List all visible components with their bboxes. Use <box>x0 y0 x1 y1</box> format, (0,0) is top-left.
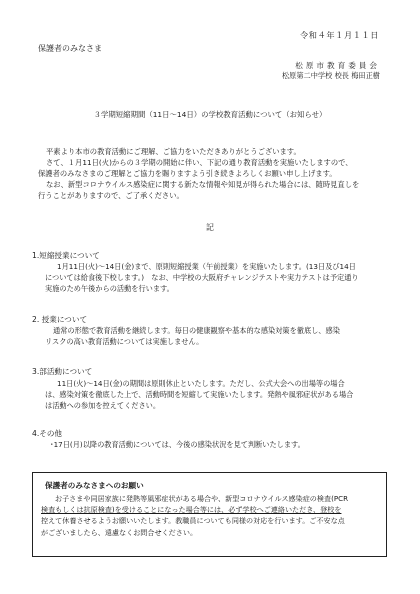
ki-marker: 記 <box>206 223 214 232</box>
section-line: については給食後下校します。) なお、中学校の大阪府チャレンジテストや実力テストは予定通り <box>45 273 359 282</box>
issue-date: 令和４年１月１１日 <box>300 30 380 40</box>
section-heading-other: 4.その他 <box>32 429 63 438</box>
section-line: 11日(火)～14日(金)の期間は原則休止といたします。ただし、公式大会への出場等の場合 <box>57 379 345 388</box>
parent-request-line: 控えて休養させるようお願いいたします。教職員についても同様の対応を行います。ご不安な点 <box>41 516 345 526</box>
intro-line: 平素より本市の教育活動にご理解、ご協力をいただきありがとうございます。 <box>46 147 301 156</box>
parent-request-body <box>41 493 348 538</box>
issuer-principal: 松原第二中学校 校長 梅田正樹 <box>281 71 380 80</box>
issuer-organization: 松原市教育委員会 <box>295 61 380 70</box>
intro-line: 行うことがありますので、ご了承ください。 <box>38 191 184 200</box>
section-line: ･17日(月)以降の教育活動については、今後の感染状況を見て判断いたします。 <box>50 440 305 449</box>
section-heading-club-activities: 3.部活動について <box>32 367 93 376</box>
intro-line: さて、１月11日(火)からの３学期の開始に伴い、下記の通り教育活動を実施いたしますので、 <box>46 158 353 167</box>
intro-line: なお、新型コロナウイルス感染症に関する新たな情報や知見が得られた場合には、随時見直しを <box>46 180 360 189</box>
parent-request-line: お子さまや同居家族に発熱等風邪症状がある場合や、新型コロナウイルス感染症の検査(PCR <box>55 494 349 503</box>
section-line: リスクの高い教育活動については実施しません。 <box>45 337 204 346</box>
parent-request-line: 検査もしくは抗原検査)を受けることになった場合等には、必ず学校へご連絡いただき、登校を <box>41 505 342 515</box>
section-line: 通常の形態で教育活動を継続します。毎日の健康観察や基本的な感染対策を徹底し、感染 <box>53 326 340 335</box>
parent-request-heading: 保護者のみなさまへのお願い <box>45 481 144 490</box>
section-line: は活動への参加を控えてください。 <box>45 401 161 410</box>
section-line: は、感染対策を徹底した上で、活動時間を短縮して実施いたします。発熱や風邪症状がある場合 <box>45 390 354 399</box>
addressee: 保護者のみなさま <box>38 44 102 53</box>
intro-line: 保護者のみなさまのご理解とご協力を賜りますよう引き続きよろしくお願い申し上げます。 <box>38 169 337 178</box>
parent-request-box <box>32 472 387 557</box>
section-line: 実施のため午後からの活動を行います。 <box>45 284 174 293</box>
section-line: 1月11日(火)～14日(金)まで、原則短縮授業（午前授業）を実施いたします。(13日及び14日 <box>57 262 356 271</box>
document-title: ３学期短縮期間（11日～14日）の学校教育活動について（お知らせ） <box>93 110 327 119</box>
section-heading-classes: 2. 授業について <box>32 315 88 324</box>
parent-request-line: がございましたら、遠慮なくお問合せください。 <box>41 527 198 537</box>
section-heading-short-classes: 1.短縮授業について <box>32 251 100 260</box>
